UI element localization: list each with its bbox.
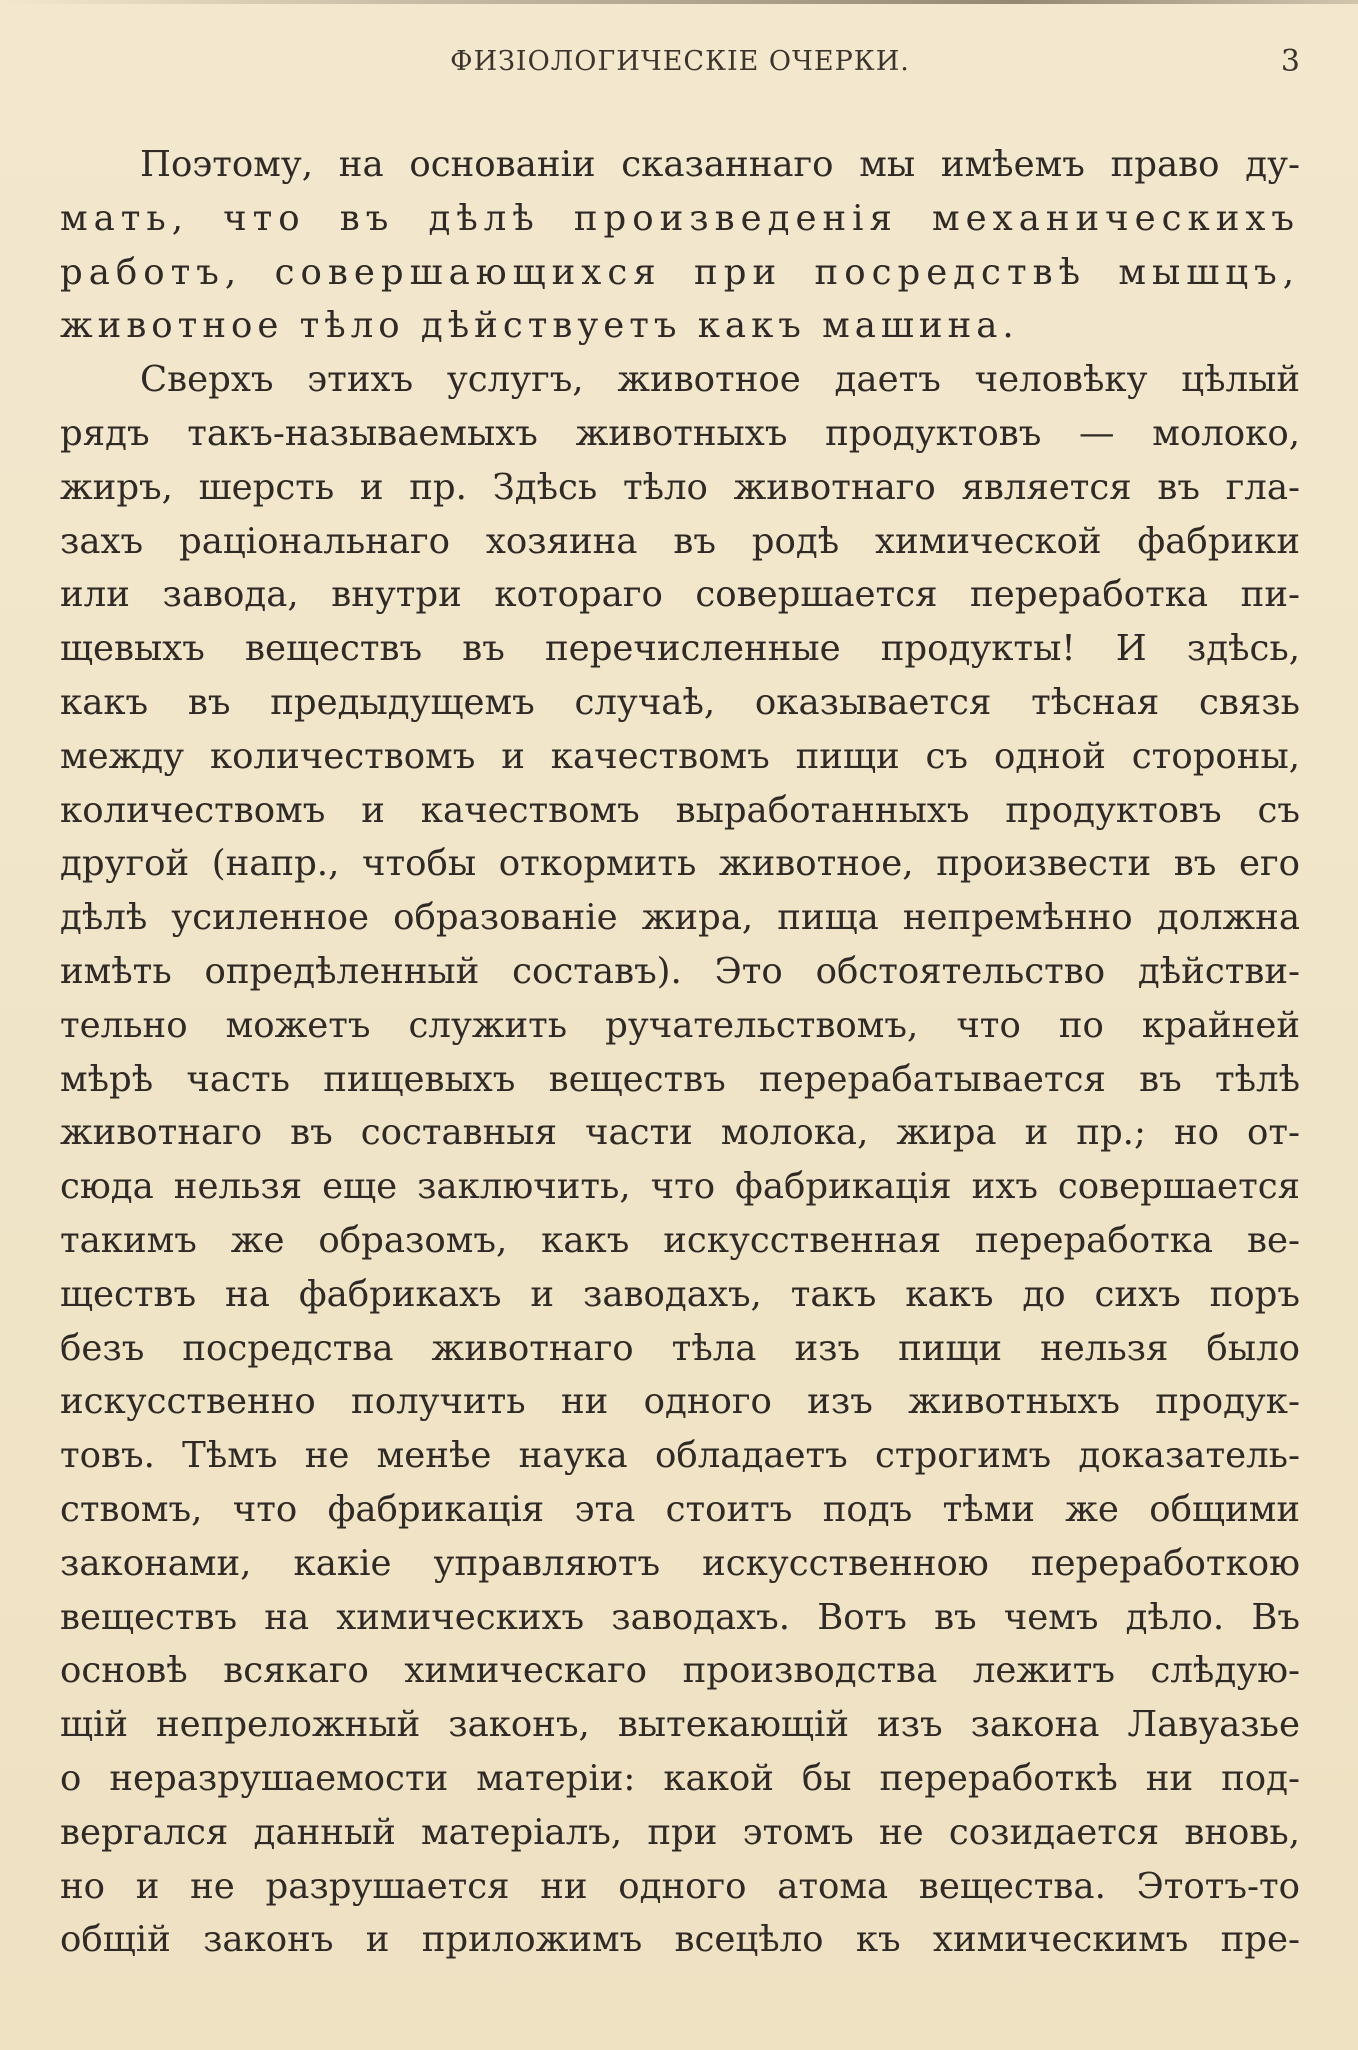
text-line: основѣ всякаго химическаго производства лежитъ слѣдую- xyxy=(60,1650,1300,1692)
text-line: щій непреложный законъ, вытекающій изъ закона Лавуазье xyxy=(60,1704,1300,1746)
text-line: животнаго въ составныя части молока, жира и пр.; но от- xyxy=(60,1112,1300,1154)
text-line: какъ въ предыдущемъ случаѣ, оказывается тѣсная связь xyxy=(60,681,1300,723)
text-line: жиръ, шерсть и пр. Здѣсь тѣло животнаго является въ гла- xyxy=(60,466,1300,508)
text-line: количествомъ и качествомъ выработанныхъ продуктовъ съ xyxy=(60,789,1300,831)
page-number: 3 xyxy=(1280,44,1300,79)
text-line: Поэтому, на основаніи сказаннаго мы имѣемъ право ду- xyxy=(140,144,1300,185)
text-line: общій законъ и приложимъ всецѣло къ химическимъ пре- xyxy=(60,1919,1300,1961)
text-line: сюда нельзя еще заключить, что фабрикація ихъ совершается xyxy=(60,1166,1300,1208)
text-line: между количествомъ и качествомъ пищи съ одной стороны, xyxy=(60,735,1300,777)
text-line: рядъ такъ-называемыхъ животныхъ продуктовъ — молоко, xyxy=(60,412,1300,454)
text-line: законами, какіе управляютъ искусственною переработкою xyxy=(60,1542,1300,1584)
text-line: товъ. Тѣмъ не менѣе наука обладаетъ строгимъ доказатель- xyxy=(60,1435,1300,1477)
text-line: захъ раціональнаго хозяина въ родѣ химической фабрики xyxy=(60,520,1300,562)
text-line: ществъ на фабрикахъ и заводахъ, такъ какъ до сихъ поръ xyxy=(60,1273,1300,1315)
text-line: другой (напр., чтобы откормить животное, произвести въ его xyxy=(60,843,1300,885)
text-line: но и не разрушается ни одного атома вещества. Этотъ-то xyxy=(60,1865,1300,1907)
text-line: работъ, совершающихся при посредствѣ мышцъ, xyxy=(60,251,1300,293)
text-line: безъ посредства животнаго тѣла изъ пищи нельзя было xyxy=(60,1327,1300,1369)
running-head xyxy=(60,40,1300,84)
text-line: о неразрушаемости матеріи: какой бы переработкѣ ни под- xyxy=(60,1757,1300,1799)
text-line: искусственно получить ни одного изъ животныхъ продук- xyxy=(60,1381,1300,1423)
text-line: веществъ на химическихъ заводахъ. Вотъ въ чемъ дѣло. Въ xyxy=(60,1596,1300,1638)
text-line: мѣрѣ часть пищевыхъ веществъ перерабатывается въ тѣлѣ xyxy=(60,1058,1300,1100)
body-text xyxy=(60,138,1300,1967)
text-line: или завода, внутри котораго совершается переработка пи- xyxy=(60,574,1300,616)
top-edge-rule xyxy=(0,0,1358,4)
text-line: дѣлѣ усиленное образованіе жира, пища непремѣнно должна xyxy=(60,897,1300,939)
text-line: вергался данный матеріалъ, при этомъ не созидается вновь, xyxy=(60,1811,1300,1853)
text-line: Сверхъ этихъ услугъ, животное даетъ человѣку цѣлый xyxy=(140,359,1300,401)
text-line: тельно можетъ служить ручательствомъ, что по крайней xyxy=(60,1004,1300,1046)
text-line: имѣть опредѣленный составъ). Это обстоятельство дѣйстви- xyxy=(60,950,1300,992)
text-line: такимъ же образомъ, какъ искусственная переработка ве- xyxy=(60,1219,1300,1261)
text-line: щевыхъ веществъ въ перечисленные продукты! И здѣсь, xyxy=(60,628,1300,670)
text-line: ствомъ, что фабрикація эта стоитъ подъ тѣми же общими xyxy=(60,1488,1300,1530)
text-line: мать, что въ дѣлѣ произведенія механическихъ xyxy=(60,197,1300,239)
text-line: животное тѣло дѣйствуетъ какъ машина. xyxy=(60,305,1019,347)
running-head-title: ФИЗІОЛОГИЧЕСКІЕ ОЧЕРКИ. xyxy=(450,46,910,77)
